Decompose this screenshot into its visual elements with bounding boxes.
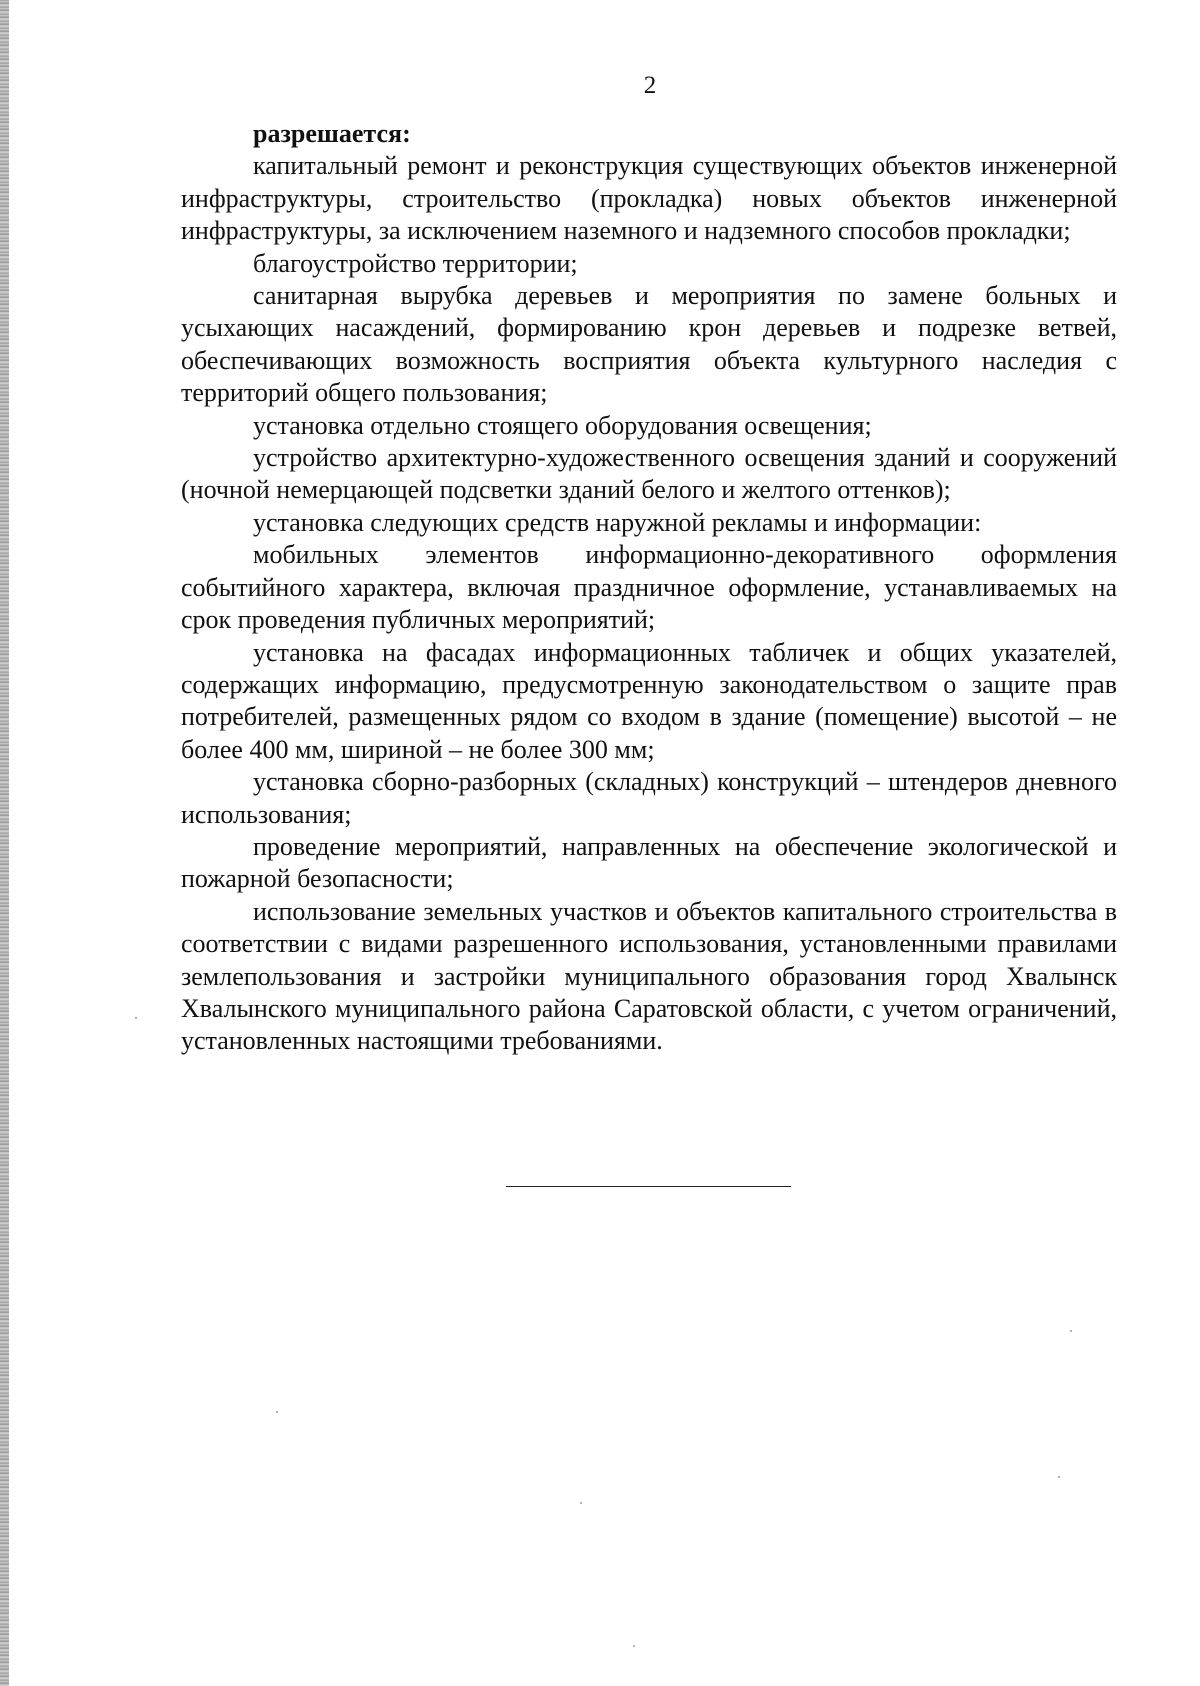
paragraph: использование земельных участков и объектов капитального строительства в соответствии с видами разрешенного использования, установленными правилами землепользования и застройки муниципального образования город Хвалынск Хвалынского муниципального района Саратовской области, с учетом ограничений, установленных настоящими требованиями.	[181, 896, 1117, 1056]
section-heading: разрешается:	[253, 119, 411, 148]
scan-speck	[1058, 1476, 1060, 1478]
paragraph: проведение мероприятий, направленных на обеспечение экологической и пожарной безопасности;	[181, 831, 1117, 894]
paragraph: установка следующих средств наружной рекламы и информации:	[253, 507, 982, 537]
page-number: 2	[643, 72, 657, 99]
paragraph: санитарная вырубка деревьев и мероприятия по замене больных и усыхающих насаждений, формированию крон деревьев и подрезке ветвей, обеспечивающих возможность восприятия объекта культурного наследия с территорий общего пользования;	[181, 281, 1117, 408]
paragraph: благоустройство территории;	[253, 248, 578, 278]
end-separator-line	[506, 1186, 791, 1187]
paragraph: установка отдельно стоящего оборудования освещения;	[253, 410, 872, 440]
scan-speck	[633, 1645, 635, 1647]
scan-speck	[1070, 1330, 1072, 1332]
scan-speck	[276, 1411, 278, 1413]
document-body	[181, 118, 1117, 1058]
paragraph: капитальный ремонт и реконструкция существующих объектов инженерной инфраструктуры, строительство (прокладка) новых объектов инженерной инфраструктуры, за исключением наземного и надземного способов прокладки;	[181, 151, 1117, 246]
paragraph: установка сборно-разборных (складных) конструкций – штендеров дневного использования;	[181, 767, 1117, 829]
scan-edge	[0, 0, 9, 1686]
paragraph: устройство архитектурно-художественного освещения зданий и сооружений (ночной немерцающей подсветки зданий белого и желтого оттенков);	[181, 443, 1117, 505]
paragraph: мобильных элементов информационно-декоративного оформления событийного характера, включая праздничное оформление, устанавливаемых на срок проведения публичных мероприятий;	[181, 540, 1117, 635]
paragraph: установка на фасадах информационных табличек и общих указателей, содержащих информацию, предусмотренную законодательством о защите прав потребителей, размещенных рядом со входом в здание (помещение) высотой – не более 400 мм, шириной – не более 300 мм;	[181, 637, 1117, 764]
scan-speck	[580, 1502, 582, 1504]
scan-speck	[135, 1017, 137, 1019]
